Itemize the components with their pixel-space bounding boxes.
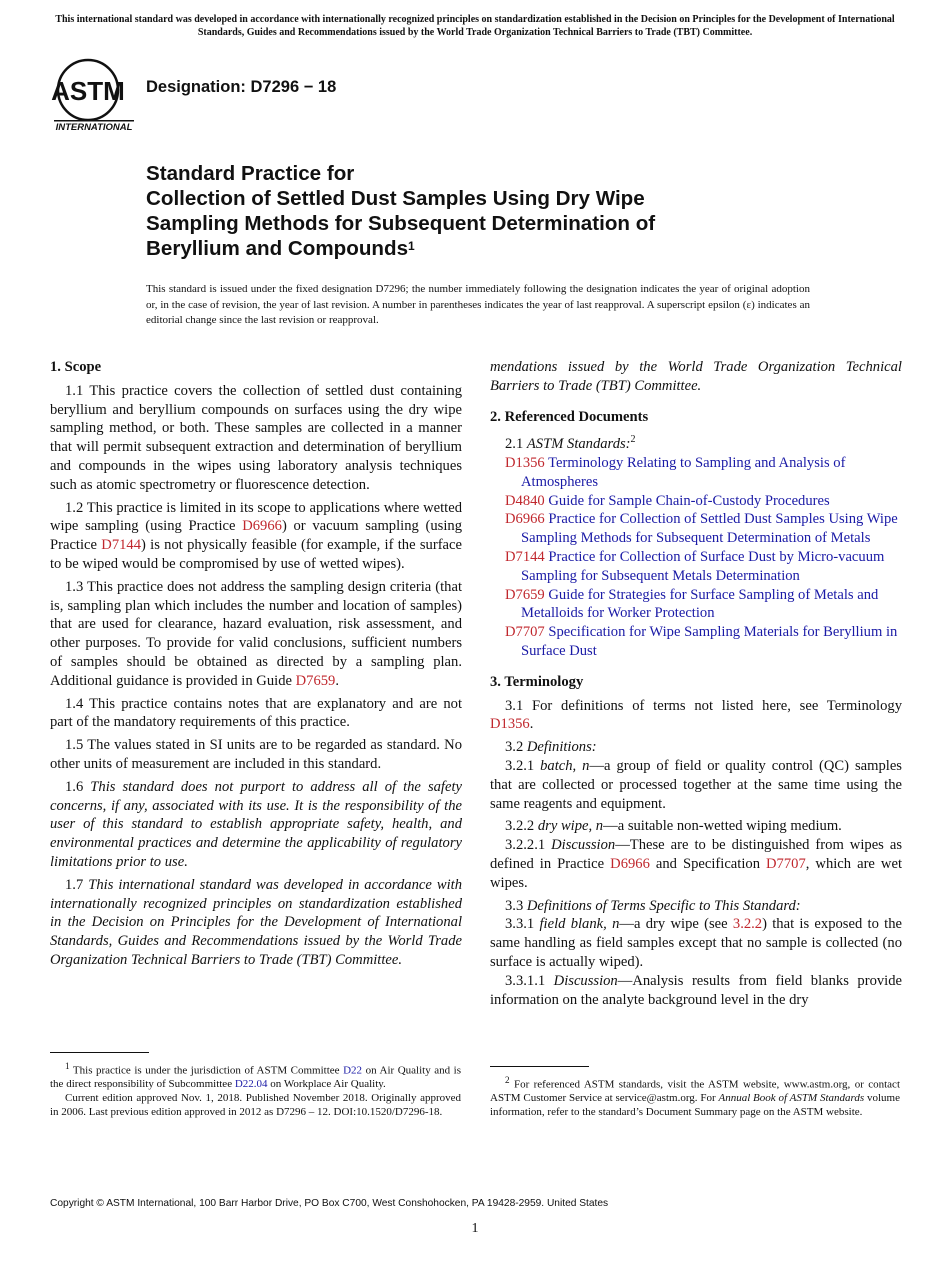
footnote-2-italic: Annual Book of ASTM Standards [718, 1092, 865, 1105]
references-sub [490, 431, 902, 454]
link-d7659[interactable]: D7659 [295, 672, 336, 689]
footnote-1-text-c: on Workplace Air Quality. [267, 1078, 386, 1091]
para-3-3-1-a: —a dry wipe (see [619, 916, 733, 933]
para-3-2-num: 3.2 [505, 739, 527, 756]
para-3-3-num: 3.3 [505, 897, 527, 914]
reference-code-link[interactable]: D7659 [505, 586, 545, 603]
issue-note: This standard is issued under the fixed designation D7296; the number immediately following the designation indicates the year of original adoption or, in the case of revision, the year of last revision. A number in parentheses indicates the year of last reapproval. A superscript epsilon (ε) indicates an editorial change since the last revision or reapproval. [146, 283, 810, 327]
para-1-3 [50, 578, 462, 691]
title-line-2: Collection of Settled Dust Samples Using Dry Wipe [146, 187, 645, 210]
document-title [146, 161, 846, 261]
para-3-2-1-num: 3.2.1 [505, 758, 541, 774]
para-3-2-2 [490, 817, 902, 836]
link-d1356[interactable]: D1356 [490, 716, 530, 733]
reference-code-link[interactable]: D7707 [505, 624, 545, 641]
para-3-2-2-text: —a suitable non-wetted wiping medium. [603, 818, 842, 835]
para-1-2 [50, 499, 462, 574]
link-d22[interactable]: D22 [343, 1064, 363, 1077]
para-3-3-text: Definitions of Terms Specific to This Standard: [526, 897, 801, 914]
link-3-2-2[interactable]: 3.2.2 [732, 916, 763, 933]
footnote-2 [490, 1074, 900, 1120]
para-1-2-c: ) is not physically feasible (for example, if the surface to be wiped would be compromised by use of wetted wipes). [50, 537, 462, 572]
para-3-2-text: Definitions: [526, 739, 597, 756]
footnote-1-text-a: This practice is under the jurisdiction of ASTM Committee [69, 1064, 344, 1077]
para-3-3-1 [490, 915, 902, 971]
para-1-7-num: 1.7 [65, 876, 89, 893]
para-1-3-a: 1.3 This practice does not address the sampling design criteria (that is, sampling plan which includes the number and location of samples) that are used for clearance, hazard evaluation, risk assessment, and other purposes. To provide for valid conclusions, sufficient numbers of samples should be obtained as directed by a sampling plan. Additional guidance is provided in Guide [50, 578, 462, 689]
title-line-1: Standard Practice for [146, 162, 355, 185]
footnote-rule-right [490, 1066, 589, 1067]
para-3-3 [490, 897, 902, 916]
footnote-2-text [490, 1074, 900, 1120]
reference-title-link[interactable]: Terminology Relating to Sampling and Analysis of Atmospheres [521, 455, 846, 490]
reference-title-link[interactable]: Practice for Collection of Settled Dust Samples Using Wipe Sampling Methods for Subsequent Determination of Metals [521, 511, 898, 547]
para-3-3-1-num: 3.3.1 [505, 916, 540, 933]
terminology-heading: 3. Terminology [490, 673, 584, 690]
reference-code-link[interactable]: D1356 [505, 455, 545, 472]
right-column [490, 358, 902, 1009]
footnote-2-a: For referenced ASTM standards, visit the ASTM website, www.astm.org, or contact ASTM Customer Service at service@astm.org. For [490, 1078, 900, 1105]
astm-logo [50, 56, 136, 132]
para-3-1-a: 3.1 For definitions of terms not listed here, see Terminology [505, 697, 902, 714]
reference-item [490, 510, 902, 548]
title-footnote-mark: 1 [408, 239, 415, 253]
para-1-7 [50, 876, 462, 970]
reference-code-link[interactable]: D6966 [505, 511, 545, 528]
reference-title-link[interactable]: Practice for Collection of Surface Dust by Micro-vacuum Sampling for Subsequent Metals Determination [521, 549, 885, 584]
left-column [50, 358, 462, 974]
para-3-3-1-1-term: Discussion [553, 972, 618, 989]
link-d22-04[interactable]: D22.04 [234, 1078, 268, 1091]
title-line-4 [146, 236, 846, 261]
references-sub-num: 2.1 [505, 436, 527, 453]
reference-title-link[interactable]: Specification for Wipe Sampling Materials for Beryllium in Surface Dust [521, 624, 898, 660]
para-3-1 [490, 697, 902, 735]
para-3-1-b: . [529, 716, 534, 733]
para-1-6-text: This standard does not purport to address all of the safety concerns, if any, associated with its use. It is the responsibility of the user of this standard to establish appropriate safety, health, and environmental practices and determine the applicability of regulatory limitations prior to use. [50, 778, 462, 870]
reference-item [490, 454, 902, 492]
para-1-3-b: . [335, 672, 340, 689]
para-3-3-1-1-text: —Analysis results from field blanks provide information on the analyte background level in the dry [490, 972, 902, 1008]
para-3-2 [490, 738, 902, 757]
references-sub-label: ASTM Standards: [526, 436, 631, 453]
logo-subtext: INTERNATIONAL [55, 122, 133, 132]
reference-title-link[interactable]: Guide for Strategies for Surface Sampling of Metals and Metalloids for Worker Protection [521, 586, 879, 622]
designation: Designation: D7296 − 18 [146, 78, 337, 96]
para-1-6-num: 1.6 [65, 778, 91, 795]
logo-text: ASTM [51, 76, 125, 106]
para-1-5: 1.5 The values stated in SI units are to be regarded as standard. No other units of measurement are included in this standard. [50, 737, 462, 772]
link-d7707-terms[interactable]: D7707 [766, 855, 806, 872]
para-3-2-1-text: —a group of field or quality control (QC) samples that are collected or processed together at the same time using the same reagents and equipment. [490, 758, 902, 812]
para-1-2-a: 1.2 This practice is limited in its scope to applications where wetted wipe sampling (using Practice [50, 499, 462, 535]
para-3-2-2-1-b: and Specification [649, 855, 767, 872]
para-3-3-1-1 [490, 972, 902, 1010]
footnote-1-b: Current edition approved Nov. 1, 2018. Published November 2018. Originally approved in 2006. Last previous edition approved in 2012 as D7296 – 12. DOI:10.1520/D7296-18. [50, 1092, 461, 1119]
para-3-2-2-1-num: 3.2.2.1 [505, 837, 552, 854]
title-line-4-text: Beryllium and Compounds [146, 237, 409, 260]
para-1-1: 1.1 This practice covers the collection of settled dust containing beryllium and beryllium compounds on surfaces using the dry wipe sampling method, or both. These samples are collected in a manner that will permit subsequent extraction and determination of beryllium and compounds in the wipes using laboratory analysis techniques such as atomic spectrometry or fluorescence detection. [50, 382, 462, 493]
reference-title-link[interactable]: Guide for Sample Chain-of-Custody Procedures [548, 492, 830, 509]
para-3-2-2-1-a: —These are to be distinguished from wipes as defined in Practice [490, 837, 903, 872]
para-3-2-2-1 [490, 836, 902, 892]
reference-code-link[interactable]: D4840 [505, 492, 545, 509]
astm-logo-icon [50, 56, 136, 132]
para-3-2-2-1-term: Discussion [551, 837, 616, 854]
link-d7144[interactable]: D7144 [101, 537, 142, 554]
reference-item [490, 492, 902, 511]
para-3-2-2-1-c: , which are wet wipes. [490, 855, 902, 891]
footnote-rule-left [50, 1052, 149, 1053]
footnote-2-mark: 2 [505, 1075, 510, 1085]
footnote-1-mark: 1 [65, 1061, 70, 1071]
reference-code-link[interactable]: D7144 [505, 549, 545, 566]
reference-list [490, 454, 902, 661]
title-line-3: Sampling Methods for Subsequent Determination of [146, 212, 656, 235]
page-number: 1 [471, 1221, 479, 1236]
footnote-1 [50, 1060, 461, 1120]
references-sub-mark: 2 [630, 434, 636, 446]
references-heading: 2. Referenced Documents [490, 408, 649, 425]
para-1-7-text: This international standard was developed in accordance with internationally recognized principles on standardization established in the Decision on Principles for the Development of International Standards, Guides and Recommendations issued by the World Trade Organization Technical Barriers to Trade (TBT) Committee. [50, 876, 463, 968]
reference-item [490, 586, 902, 624]
para-1-2-b: ) or vacuum sampling (using Practice [50, 518, 462, 554]
para-3-2-2-term: dry wipe, n [537, 818, 604, 835]
para-3-3-1-term: field blank, n [539, 916, 620, 933]
footnote-1-a [50, 1060, 461, 1092]
reference-item [490, 548, 902, 586]
reference-item [490, 623, 902, 661]
para-3-3-1-1-num: 3.3.1.1 [505, 972, 554, 989]
footnote-1-text-b: on Air Quality and is the direct responsibility of Subcommittee [50, 1064, 461, 1091]
para-3-2-1-term: batch, n [540, 758, 590, 774]
para-1-4: 1.4 This practice contains notes that are explanatory and are not part of the mandatory requirements of this practice. [50, 695, 462, 731]
para-3-2-1 [490, 757, 902, 813]
footnote-2-b: volume information, refer to the standard’s Document Summary page on the ASTM website. [490, 1092, 900, 1119]
para-1-7-cont-text: mendations issued by the World Trade Organization Technical Barriers to Trade (TBT) Committee. [490, 359, 902, 394]
para-3-3-1-b: ) that is exposed to the same handling as field samples except that no sample is collected (no surface is actually wiped). [490, 916, 902, 970]
link-d6966[interactable]: D6966 [242, 518, 282, 535]
para-1-7-continued [490, 358, 902, 396]
header-note: This international standard was developed in accordance with internationally recognized principles on standardization established in the Decision on Principles for the Development of International Standards, Guides and Recommendations issued by the World Trade Organization Technical Barriers to Trade (TBT) Committee. [55, 14, 895, 38]
link-d6966-terms[interactable]: D6966 [610, 855, 650, 872]
para-3-2-2-num: 3.2.2 [505, 818, 538, 835]
para-1-6 [50, 778, 462, 872]
scope-heading: 1. Scope [50, 359, 102, 375]
copyright: Copyright © ASTM International, 100 Barr Harbor Drive, PO Box C700, West Conshohocken, PA 19428-2959. United States [50, 1198, 609, 1209]
